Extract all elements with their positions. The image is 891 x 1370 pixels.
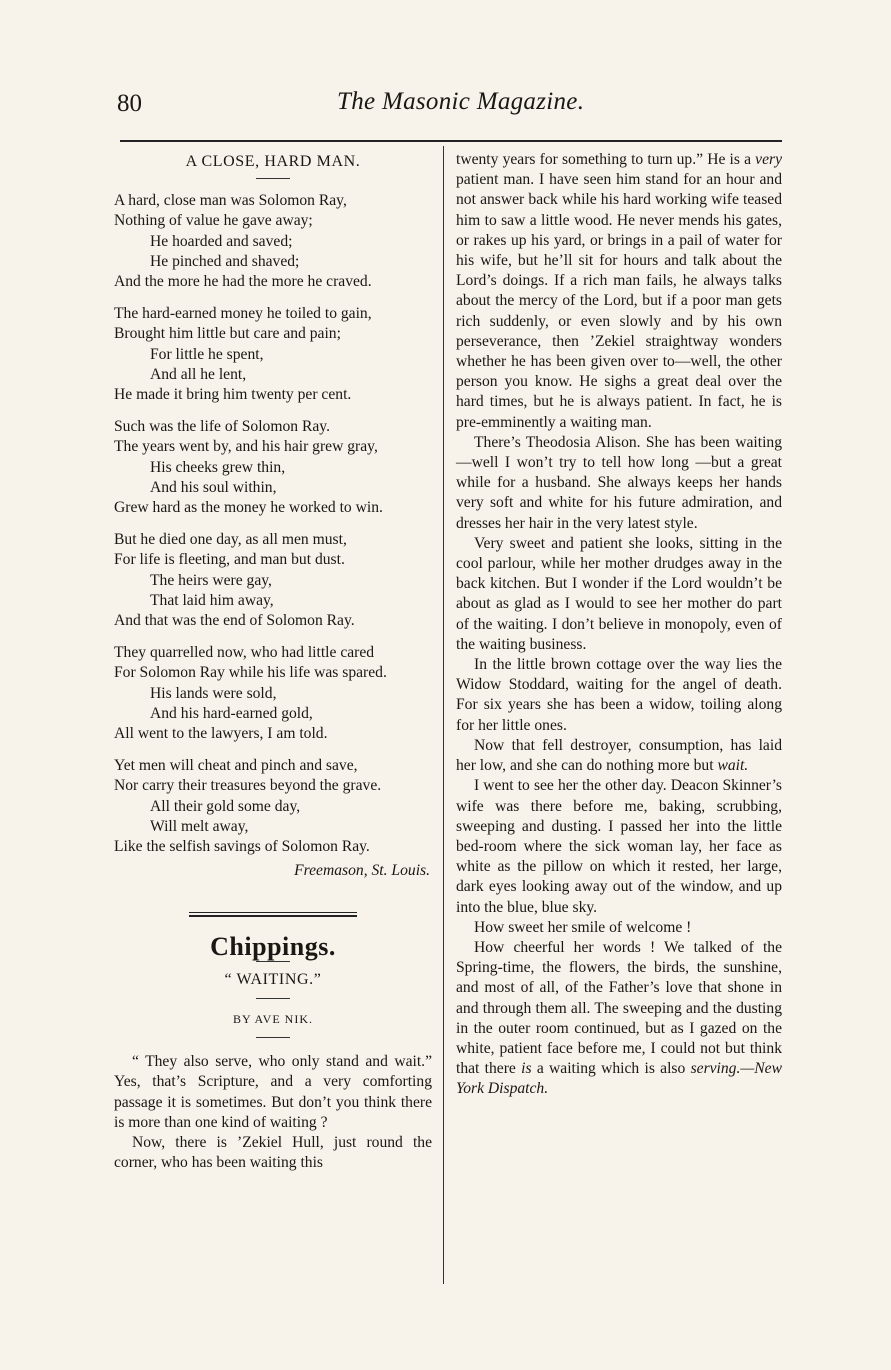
poem-line: He hoarded and saved; [150,232,293,250]
poem-line: Such was the life of Solomon Ray. [114,418,330,436]
poem-line: Like the selfish savings of Solomon Ray. [114,838,370,856]
text-run: How cheerful her words ! We talked of the Spring-time, the flowers, the birds, the sunshine, and most of all, of the Father’s love that shone in and through them all. The sweeping and the dusting in the outer room continued, but as I gazed on the white, patient face before me, I could not but think that there [456,938,782,1078]
poem-line: He pinched and shaved; [150,252,300,270]
section-divider [189,912,357,917]
poem-line: The hard-earned money he toiled to gain, [114,305,372,323]
poem-line: And his hard-earned gold, [150,704,313,722]
emphasis-text: is [521,1060,532,1078]
poem-line: For little he spent, [150,345,264,363]
poem-title: A CLOSE, HARD MAN. [185,153,361,170]
poem-line: But he died one day, as all men must, [114,531,347,549]
article-paragraph: I went to see her the other day. Deacon Skinner’s wife was there before me, baking, scrubbing, sweeping and dusting. I passed her into the little bed-room where the sick woman lay, her face as white as the pillow on which it rested, her large, dark eyes looking away out of the window, and up into the blue, blue sky. [456,777,782,916]
header-rule [120,140,782,142]
article-paragraph: Very sweet and patient she looks, sitting in the cool parlour, while her mother drudges away in the back kitchen. But I wonder if the Lord wouldn’t be about as glad as I would to see her mother do part of the waiting. I don’t believe in monopoly, even of the waiting business. [456,534,782,653]
article-title: “ WAITING.” [224,970,322,988]
poem-line: For life is fleeting, and man but dust. [114,551,345,569]
poem-line: Grew hard as the money he worked to win. [114,499,383,517]
poem-line: And all he lent, [150,365,247,383]
article-paragraph [456,150,782,433]
text-run: patient man. I have seen him stand for an hour and not answer back while his hard working wife teased him to saw a little wood. He never mends his gates, or rakes up his yard, or brings in a pail of water for his wife, but he’ll sit for hours and talk about the Lord’s doings. If a rich man fails, he always talks about the mercy of the Lord, but if a poor man gets rich suddenly, or even slowly and by his own perseverance, then ’Zekiel straightway wonders whether he has been given over to—well, the other person you know. He sighs a great deal over the hard times, but he is always patient. In fact, he is pre-emminently a waiting man. [456,171,782,431]
poem-line: A hard, close man was Solomon Ray, [114,192,347,210]
section-heading: Chippings. [210,931,336,961]
article-paragraph [456,736,782,776]
poem-line: His cheeks grew thin, [150,458,286,476]
poem-line: The years went by, and his hair grew gray, [114,438,378,456]
poem-line: Nothing of value he gave away; [114,212,313,230]
poem-stanza-5 [114,643,432,744]
poem-line: Yet men will cheat and pinch and save, [114,757,358,775]
emphasis-text: very [755,151,782,168]
article-attribution: serving.—New York Dispatch. [456,1060,782,1098]
poem-stanza-2 [114,304,432,405]
poem-stanza-3 [114,417,432,518]
poem-stanza-6 [114,756,432,857]
text-run: a waiting which is also [531,1060,691,1078]
article-paragraph [456,938,782,1100]
emphasis-text: wait. [717,757,749,775]
right-column [456,150,782,1100]
article-paragraph: There’s Theodosia Alison. She has been waiting—well I won’t try to tell how long —but a great while for a husband. She always keeps her hands very soft and white for his future admiration, and dresses her hair in the very latest style. [456,433,782,532]
poem-line: Will melt away, [150,817,249,835]
title-rule [256,178,290,179]
poem-line: Brought him little but care and pain; [114,325,341,343]
left-column [114,150,432,1173]
article-byline: BY AVE NIK. [232,1011,313,1026]
article-title-rule [256,998,290,999]
poem-line: Nor carry their treasures beyond the grave. [114,777,382,795]
poem-attribution: Freemason, St. Louis. [294,862,430,880]
poem-line: And the more he had the more he craved. [114,273,372,291]
poem-line: For Solomon Ray while his life was spared. [114,664,387,682]
poem-line: And that was the end of Solomon Ray. [114,612,355,630]
poem-line: His lands were sold, [150,684,277,702]
poem-line: That laid him away, [150,591,274,609]
article-paragraph: In the little brown cottage over the way lies the Widow Stoddard, waiting for the angel of death. For six years she has been a widow, toiling along for her little ones. [456,656,782,734]
poem-line: And his soul within, [150,478,277,496]
running-title: The Masonic Magazine. [337,88,585,115]
poem-line: All their gold some day, [150,797,301,815]
article-paragraph: “ They also serve, who only stand and wait.” Yes, that’s Scripture, and a very comforting passage it is sometimes. But don’t you think there is more than one kind of waiting ? [114,1053,432,1131]
heading-rule [256,961,290,962]
text-run: twenty years for something to turn up.” He is a [456,151,756,168]
poem-stanza-4 [114,530,432,631]
poem-stanza-1 [114,191,432,292]
poem-line: All went to the lawyers, I am told. [114,725,328,743]
article-paragraph: Now, there is ’Zekiel Hull, just round the corner, who has been waiting this [114,1133,432,1172]
byline-rule [256,1037,290,1038]
poem-line: The heirs were gay, [150,571,272,589]
page-number: 80 [117,90,142,117]
article-paragraph: How sweet her smile of welcome ! [474,918,692,936]
text-run: Now that fell destroyer, consumption, has laid her low, and she can do nothing more but [456,736,782,775]
page-header [117,88,779,132]
poem-line: He made it bring him twenty per cent. [114,386,352,404]
poem-line: They quarrelled now, who had little cared [114,644,375,662]
column-divider [443,146,444,1284]
